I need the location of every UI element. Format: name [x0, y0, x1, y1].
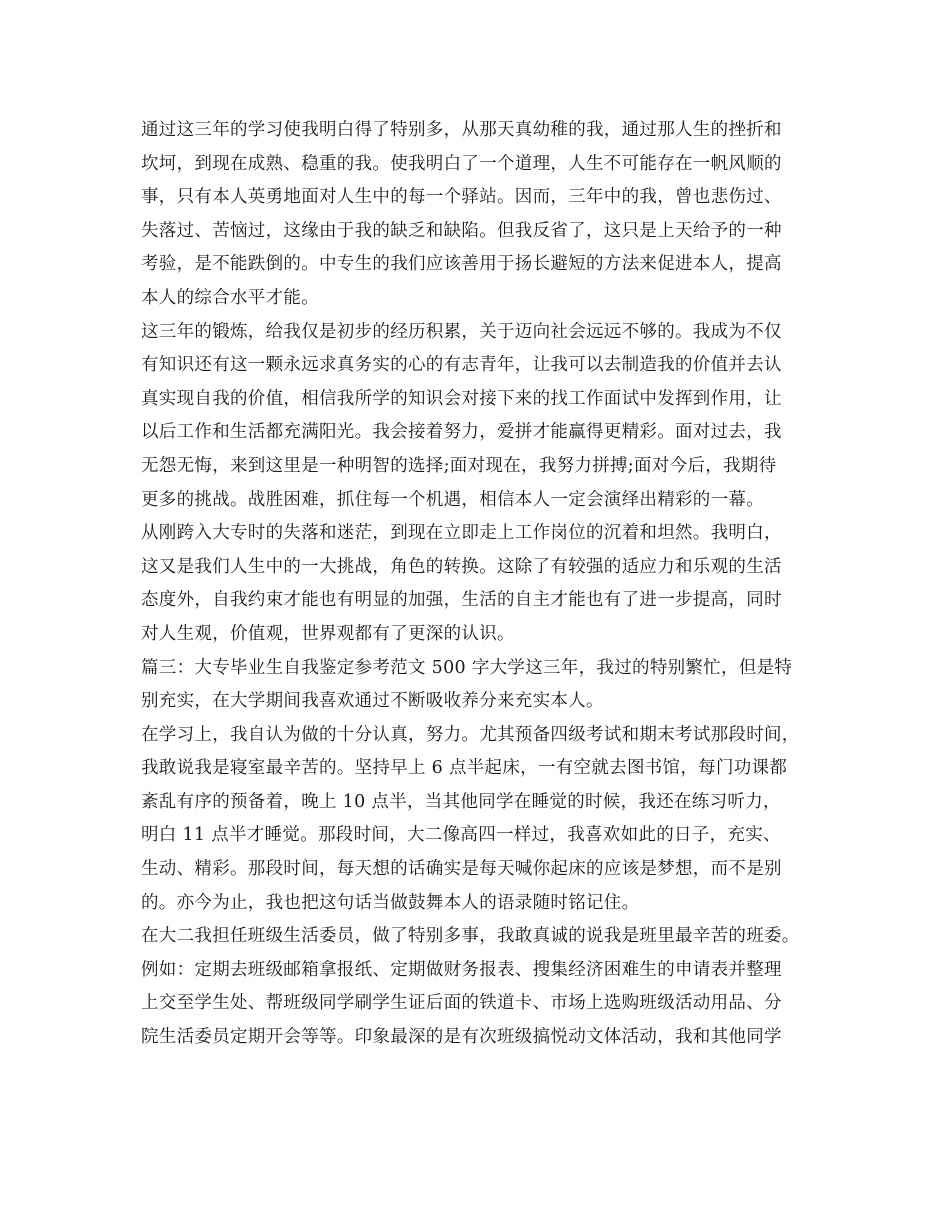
text-line: 例如：定期去班级邮箱拿报纸、定期做财务报表、搜集经济困难生的申请表并整理	[141, 959, 782, 980]
text-line: 在大二我担任班级生活委员，做了特别多事，我敢真诚的说我是班里最辛苦的班委。	[141, 926, 800, 947]
text-line: 有知识还有这一颗永远求真务实的心的有志青年，让我可以去制造我的价值并去认	[141, 355, 782, 376]
text-line: 对人生观，价值观，世界观都有了更深的认识。	[141, 623, 515, 644]
text-line: 我敢说我是寝室最辛苦的。坚持早上 6 点半起床，一有空就去图书馆，每门功课都	[141, 758, 788, 779]
text-line: 在学习上，我自认为做的十分认真，努力。尤其预备四级考试和期末考试那段时间，	[141, 724, 800, 745]
text-line: 无怨无悔，来到这里是一种明智的选择;面对现在，我努力拼搏;面对今后，我期待	[141, 455, 777, 476]
text-line: 上交至学生处、帮班级同学刷学生证后面的铁道卡、市场上选购班级活动用品、分	[141, 993, 782, 1014]
text-line: 紊乱有序的预备着，晚上 10 点半，当其他同学在睡觉的时候，我还在练习听力，	[141, 791, 781, 812]
text-line: 坎坷，到现在成熟、稳重的我。使我明白了一个道理，人生不可能存在一帆风顺的	[141, 153, 782, 174]
document-body	[141, 114, 831, 1055]
text-line: 从刚跨入大专时的失落和迷茫，到现在立即走上工作岗位的沉着和坦然。我明白，	[141, 523, 782, 544]
text-line: 院生活委员定期开会等等。印象最深的是有次班级搞悦动文体活动，我和其他同学	[141, 1027, 782, 1048]
text-line: 的。亦今为止，我也把这句话当做鼓舞本人的语录随时铭记住。	[141, 892, 640, 913]
text-line: 失落过、苦恼过，这缘由于我的缺乏和缺陷。但我反省了，这只是上天给予的一种	[141, 220, 782, 241]
text-line: 考验，是不能跌倒的。中专生的我们应该善用于扬长避短的方法来促进本人，提高	[141, 254, 782, 275]
text-line: 别充实，在大学期间我喜欢通过不断吸收养分来充实本人。	[141, 691, 604, 712]
text-line: 通过这三年的学习使我明白得了特别多，从那天真幼稚的我，通过那人生的挫折和	[141, 120, 782, 140]
text-line: 明白 11 点半才睡觉。那段时间，大二像高四一样过，我喜欢如此的日子，充实、	[141, 825, 781, 846]
text-line: 以后工作和生活都充满阳光。我会接着努力，爱拼才能赢得更精彩。面对过去，我	[141, 422, 782, 443]
text-line: 真实现自我的价值，相信我所学的知识会对接下来的找工作面试中发挥到作用，让	[141, 388, 782, 409]
text-line: 本人的综合水平才能。	[141, 287, 319, 308]
text-line: 事，只有本人英勇地面对人生中的每一个驿站。因而，三年中的我，曾也悲伤过、	[141, 187, 782, 208]
text-line: 更多的挑战。战胜困难，抓住每一个机遇，相信本人一定会演绎出精彩的一幕。	[141, 489, 764, 510]
section-heading-line: 篇三：大专毕业生自我鉴定参考范文 500 字大学这三年，我过的特别繁忙，但是特	[141, 657, 793, 678]
text-line: 生动、精彩。那段时间，每天想的话确实是每天喊你起床的应该是梦想，而不是别	[141, 859, 782, 880]
text-line: 这三年的锻炼，给我仅是初步的经历积累，关于迈向社会远远不够的。我成为不仅	[141, 321, 782, 342]
text-line: 这又是我们人生中的一大挑战，角色的转换。这除了有较强的适应力和乐观的生活	[141, 556, 782, 577]
text-line: 态度外，自我约束才能也有明显的加强，生活的自主才能也有了进一步提高，同时	[141, 590, 782, 611]
